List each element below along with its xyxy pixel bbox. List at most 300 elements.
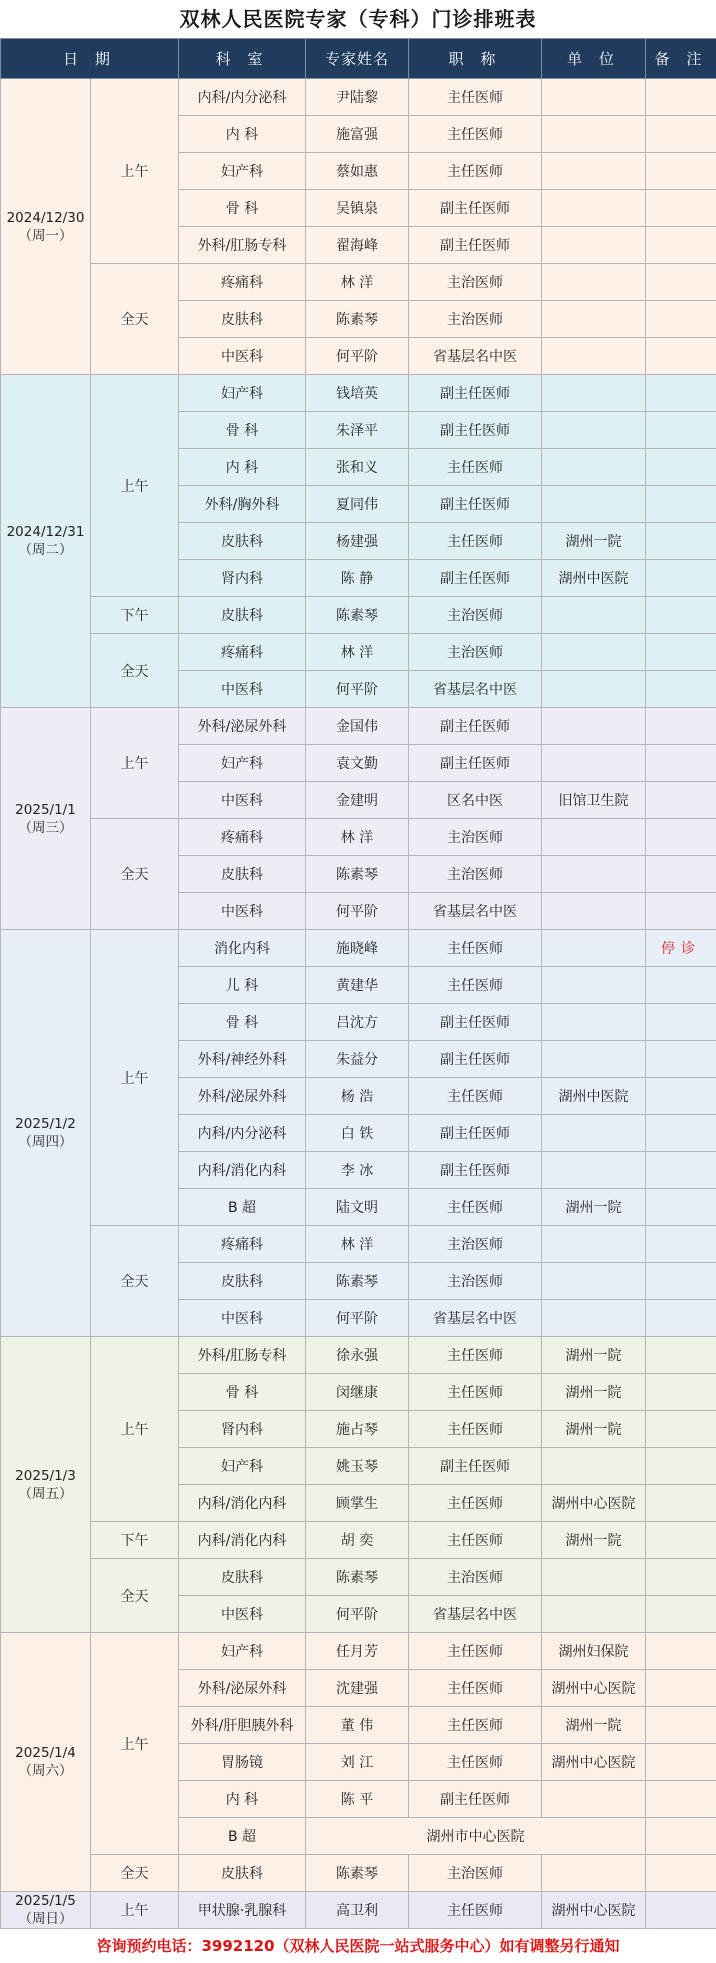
day-group xyxy=(1,1892,716,1929)
unit-cell xyxy=(542,1559,646,1596)
dept-cell: 内科/内分泌科 xyxy=(179,1115,306,1152)
note-cell: 停诊 xyxy=(646,930,716,967)
doctor-name-cell: 陈素琴 xyxy=(306,1559,409,1596)
unit-cell xyxy=(542,1004,646,1041)
doctor-name-cell: 陈素琴 xyxy=(306,597,409,634)
unit-cell xyxy=(542,708,646,745)
title-cell: 主任医师 xyxy=(409,1744,542,1781)
header-note: 备 注 xyxy=(646,39,716,79)
title-cell: 主任医师 xyxy=(409,930,542,967)
note-cell xyxy=(646,708,716,745)
period-cell: 上午 xyxy=(91,930,179,1226)
dept-cell: 骨 科 xyxy=(179,1374,306,1411)
unit-cell xyxy=(542,375,646,412)
note-cell xyxy=(646,523,716,560)
title-cell: 主治医师 xyxy=(409,264,542,301)
doctor-name-cell: 尹陆黎 xyxy=(306,79,409,116)
title-cell: 主任医师 xyxy=(409,153,542,190)
title-cell: 副主任医师 xyxy=(409,745,542,782)
dept-cell: 妇产科 xyxy=(179,1448,306,1485)
unit-cell xyxy=(542,1781,646,1818)
unit-cell xyxy=(542,856,646,893)
title-cell: 主任医师 xyxy=(409,1189,542,1226)
unit-cell: 湖州妇保院 xyxy=(542,1633,646,1670)
doctor-name-cell: 闵继康 xyxy=(306,1374,409,1411)
dept-cell: 中医科 xyxy=(179,1300,306,1337)
note-cell xyxy=(646,1596,716,1633)
day-group xyxy=(1,708,716,930)
dept-cell: 疼痛科 xyxy=(179,1226,306,1263)
title-cell: 主任医师 xyxy=(409,1522,542,1559)
title-cell: 主任医师 xyxy=(409,523,542,560)
table-row xyxy=(1,930,716,967)
period-cell: 上午 xyxy=(91,375,179,597)
note-cell xyxy=(646,819,716,856)
dept-cell: 皮肤科 xyxy=(179,301,306,338)
unit-cell xyxy=(542,819,646,856)
dept-cell: 外科/胸外科 xyxy=(179,486,306,523)
weekday-text: （周二） xyxy=(1,541,90,559)
note-cell xyxy=(646,1300,716,1337)
doctor-name-cell: 杨 浩 xyxy=(306,1078,409,1115)
unit-cell: 湖州中心医院 xyxy=(542,1744,646,1781)
schedule-table xyxy=(0,38,716,1929)
date-text: 2024/12/30 xyxy=(1,209,90,227)
title-cell: 主治医师 xyxy=(409,1559,542,1596)
dept-cell: 皮肤科 xyxy=(179,856,306,893)
weekday-text: （周日） xyxy=(1,1910,90,1928)
doctor-name-cell: 陈素琴 xyxy=(306,301,409,338)
note-cell xyxy=(646,153,716,190)
note-cell xyxy=(646,1078,716,1115)
merged-unit-cell: 湖州市中心医院 xyxy=(306,1818,646,1855)
note-cell xyxy=(646,1411,716,1448)
note-cell xyxy=(646,782,716,819)
table-row xyxy=(1,1522,716,1559)
title-cell: 主任医师 xyxy=(409,116,542,153)
unit-cell xyxy=(542,1226,646,1263)
table-row xyxy=(1,819,716,856)
title-cell: 主治医师 xyxy=(409,1226,542,1263)
dept-cell: 妇产科 xyxy=(179,153,306,190)
dept-cell: 皮肤科 xyxy=(179,597,306,634)
doctor-name-cell: 黄建华 xyxy=(306,967,409,1004)
doctor-name-cell: 李 冰 xyxy=(306,1152,409,1189)
doctor-name-cell: 沈建强 xyxy=(306,1670,409,1707)
unit-cell: 湖州一院 xyxy=(542,1707,646,1744)
dept-cell: 胃肠镜 xyxy=(179,1744,306,1781)
title-cell: 副主任医师 xyxy=(409,412,542,449)
dept-cell: B 超 xyxy=(179,1818,306,1855)
doctor-name-cell: 吴镇泉 xyxy=(306,190,409,227)
note-cell xyxy=(646,1892,716,1929)
note-cell xyxy=(646,227,716,264)
title-cell: 区名中医 xyxy=(409,782,542,819)
date-cell xyxy=(1,708,91,930)
note-cell xyxy=(646,671,716,708)
date-text: 2025/1/1 xyxy=(1,801,90,819)
header-date: 日 期 xyxy=(1,39,179,79)
unit-cell: 湖州中医院 xyxy=(542,1078,646,1115)
period-cell: 全天 xyxy=(91,264,179,375)
date-cell xyxy=(1,930,91,1337)
unit-cell: 湖州一院 xyxy=(542,1337,646,1374)
note-cell xyxy=(646,1374,716,1411)
unit-cell: 湖州中心医院 xyxy=(542,1892,646,1929)
dept-cell: 外科/泌尿外科 xyxy=(179,708,306,745)
day-group xyxy=(1,1337,716,1633)
unit-cell xyxy=(542,153,646,190)
day-group xyxy=(1,375,716,708)
unit-cell xyxy=(542,264,646,301)
table-row xyxy=(1,634,716,671)
doctor-name-cell: 刘 江 xyxy=(306,1744,409,1781)
doctor-name-cell: 徐永强 xyxy=(306,1337,409,1374)
doctor-name-cell: 朱泽平 xyxy=(306,412,409,449)
doctor-name-cell: 施晓峰 xyxy=(306,930,409,967)
note-cell xyxy=(646,1707,716,1744)
page-title: 双林人民医院专家（专科）门诊排班表 xyxy=(0,0,716,38)
doctor-name-cell: 朱益分 xyxy=(306,1041,409,1078)
doctor-name-cell: 夏同伟 xyxy=(306,486,409,523)
dept-cell: 外科/泌尿外科 xyxy=(179,1078,306,1115)
doctor-name-cell: 何平阶 xyxy=(306,338,409,375)
doctor-name-cell: 陈 平 xyxy=(306,1781,409,1818)
period-cell: 上午 xyxy=(91,1337,179,1522)
title-cell: 副主任医师 xyxy=(409,1041,542,1078)
header-name: 专家姓名 xyxy=(306,39,409,79)
unit-cell xyxy=(542,79,646,116)
note-cell xyxy=(646,1263,716,1300)
doctor-name-cell: 何平阶 xyxy=(306,1300,409,1337)
dept-cell: 疼痛科 xyxy=(179,264,306,301)
unit-cell xyxy=(542,1596,646,1633)
title-cell: 主治医师 xyxy=(409,301,542,338)
dept-cell: 儿 科 xyxy=(179,967,306,1004)
unit-cell xyxy=(542,967,646,1004)
period-cell: 全天 xyxy=(91,1559,179,1633)
title-cell: 副主任医师 xyxy=(409,486,542,523)
period-cell: 下午 xyxy=(91,597,179,634)
weekday-text: （周三） xyxy=(1,819,90,837)
dept-cell: 骨 科 xyxy=(179,190,306,227)
title-cell: 副主任医师 xyxy=(409,560,542,597)
doctor-name-cell: 金国伟 xyxy=(306,708,409,745)
table-row xyxy=(1,1855,716,1892)
table-row xyxy=(1,708,716,745)
unit-cell: 湖州一院 xyxy=(542,523,646,560)
title-cell: 主任医师 xyxy=(409,79,542,116)
note-cell xyxy=(646,1559,716,1596)
title-cell: 副主任医师 xyxy=(409,1152,542,1189)
note-cell xyxy=(646,1781,716,1818)
unit-cell xyxy=(542,634,646,671)
note-cell xyxy=(646,486,716,523)
title-cell: 主治医师 xyxy=(409,1263,542,1300)
doctor-name-cell: 施占琴 xyxy=(306,1411,409,1448)
table-row xyxy=(1,1559,716,1596)
dept-cell: 妇产科 xyxy=(179,745,306,782)
doctor-name-cell: 姚玉琴 xyxy=(306,1448,409,1485)
title-cell: 主任医师 xyxy=(409,1670,542,1707)
table-row xyxy=(1,1226,716,1263)
unit-cell xyxy=(542,449,646,486)
date-text: 2024/12/31 xyxy=(1,523,90,541)
unit-cell xyxy=(542,930,646,967)
note-cell xyxy=(646,412,716,449)
note-cell xyxy=(646,634,716,671)
day-group xyxy=(1,930,716,1337)
note-cell xyxy=(646,560,716,597)
table-row xyxy=(1,79,716,116)
date-text: 2025/1/2 xyxy=(1,1115,90,1133)
date-text: 2025/1/4 xyxy=(1,1744,90,1762)
unit-cell: 湖州一院 xyxy=(542,1411,646,1448)
title-cell: 主任医师 xyxy=(409,1485,542,1522)
unit-cell: 旧馆卫生院 xyxy=(542,782,646,819)
dept-cell: 内 科 xyxy=(179,1781,306,1818)
unit-cell: 湖州中医院 xyxy=(542,560,646,597)
note-cell xyxy=(646,1448,716,1485)
dept-cell: 肾内科 xyxy=(179,560,306,597)
unit-cell: 湖州一院 xyxy=(542,1189,646,1226)
dept-cell: 内 科 xyxy=(179,116,306,153)
date-cell xyxy=(1,375,91,708)
note-cell xyxy=(646,1633,716,1670)
period-cell: 下午 xyxy=(91,1522,179,1559)
title-cell: 主任医师 xyxy=(409,1078,542,1115)
doctor-name-cell: 陈素琴 xyxy=(306,856,409,893)
date-cell xyxy=(1,1337,91,1633)
table-row xyxy=(1,1337,716,1374)
note-cell xyxy=(646,1041,716,1078)
doctor-name-cell: 何平阶 xyxy=(306,893,409,930)
title-cell: 副主任医师 xyxy=(409,1448,542,1485)
unit-cell: 湖州中心医院 xyxy=(542,1485,646,1522)
table-row xyxy=(1,1633,716,1670)
period-cell: 上午 xyxy=(91,708,179,819)
period-cell: 上午 xyxy=(91,1633,179,1855)
note-cell xyxy=(646,1522,716,1559)
note-cell xyxy=(646,1337,716,1374)
title-cell: 省基层名中医 xyxy=(409,1300,542,1337)
title-cell: 省基层名中医 xyxy=(409,671,542,708)
dept-cell: 肾内科 xyxy=(179,1411,306,1448)
note-cell xyxy=(646,597,716,634)
title-cell: 主治医师 xyxy=(409,597,542,634)
note-cell xyxy=(646,116,716,153)
unit-cell xyxy=(542,893,646,930)
unit-cell xyxy=(542,338,646,375)
doctor-name-cell: 林 洋 xyxy=(306,264,409,301)
unit-cell xyxy=(542,116,646,153)
title-cell: 副主任医师 xyxy=(409,1004,542,1041)
unit-cell xyxy=(542,1263,646,1300)
title-cell: 主任医师 xyxy=(409,1707,542,1744)
unit-cell xyxy=(542,1300,646,1337)
dept-cell: 内科/消化内科 xyxy=(179,1485,306,1522)
unit-cell xyxy=(542,1855,646,1892)
title-cell: 主治医师 xyxy=(409,634,542,671)
day-group xyxy=(1,1633,716,1892)
title-cell: 主治医师 xyxy=(409,819,542,856)
day-group xyxy=(1,79,716,375)
note-cell xyxy=(646,856,716,893)
period-cell: 全天 xyxy=(91,1226,179,1337)
doctor-name-cell: 陈 静 xyxy=(306,560,409,597)
weekday-text: （周四） xyxy=(1,1133,90,1151)
header-row xyxy=(1,39,716,79)
doctor-name-cell: 何平阶 xyxy=(306,671,409,708)
date-text: 2025/1/3 xyxy=(1,1467,90,1485)
dept-cell: 皮肤科 xyxy=(179,1263,306,1300)
note-cell xyxy=(646,1115,716,1152)
dept-cell: 内科/消化内科 xyxy=(179,1522,306,1559)
weekday-text: （周一） xyxy=(1,227,90,245)
doctor-name-cell: 金建明 xyxy=(306,782,409,819)
dept-cell: 疼痛科 xyxy=(179,819,306,856)
dept-cell: 中医科 xyxy=(179,338,306,375)
dept-cell: 骨 科 xyxy=(179,1004,306,1041)
doctor-name-cell: 胡 奕 xyxy=(306,1522,409,1559)
dept-cell: 内科/内分泌科 xyxy=(179,79,306,116)
title-cell: 主任医师 xyxy=(409,1411,542,1448)
doctor-name-cell: 翟海峰 xyxy=(306,227,409,264)
date-text: 2025/1/5 xyxy=(1,1892,90,1910)
dept-cell: 中医科 xyxy=(179,893,306,930)
dept-cell: 疼痛科 xyxy=(179,634,306,671)
period-cell: 全天 xyxy=(91,1855,179,1892)
note-cell xyxy=(646,1226,716,1263)
unit-cell xyxy=(542,412,646,449)
note-cell xyxy=(646,375,716,412)
dept-cell: 外科/肝胆胰外科 xyxy=(179,1707,306,1744)
title-cell: 省基层名中医 xyxy=(409,338,542,375)
header-dept: 科 室 xyxy=(179,39,306,79)
doctor-name-cell: 施富强 xyxy=(306,116,409,153)
unit-cell xyxy=(542,190,646,227)
unit-cell xyxy=(542,301,646,338)
dept-cell: 外科/肛肠专科 xyxy=(179,227,306,264)
dept-cell: 皮肤科 xyxy=(179,1559,306,1596)
doctor-name-cell: 陈素琴 xyxy=(306,1263,409,1300)
doctor-name-cell: 白 铁 xyxy=(306,1115,409,1152)
header-title: 职 称 xyxy=(409,39,542,79)
doctor-name-cell: 杨建强 xyxy=(306,523,409,560)
note-cell xyxy=(646,1670,716,1707)
doctor-name-cell: 陆文明 xyxy=(306,1189,409,1226)
title-cell: 副主任医师 xyxy=(409,190,542,227)
dept-cell: 妇产科 xyxy=(179,375,306,412)
doctor-name-cell: 吕沈方 xyxy=(306,1004,409,1041)
period-cell: 全天 xyxy=(91,634,179,708)
dept-cell: 外科/泌尿外科 xyxy=(179,1670,306,1707)
unit-cell xyxy=(542,745,646,782)
date-cell xyxy=(1,1633,91,1892)
note-cell xyxy=(646,745,716,782)
note-cell xyxy=(646,1855,716,1892)
note-cell xyxy=(646,190,716,227)
doctor-name-cell: 钱培英 xyxy=(306,375,409,412)
unit-cell: 湖州一院 xyxy=(542,1522,646,1559)
table-row xyxy=(1,375,716,412)
doctor-name-cell: 袁文勤 xyxy=(306,745,409,782)
period-cell: 上午 xyxy=(91,79,179,264)
dept-cell: 内科/消化内科 xyxy=(179,1152,306,1189)
unit-cell: 湖州一院 xyxy=(542,1374,646,1411)
note-cell xyxy=(646,1004,716,1041)
title-cell: 主任医师 xyxy=(409,1374,542,1411)
doctor-name-cell: 林 洋 xyxy=(306,1226,409,1263)
dept-cell: 皮肤科 xyxy=(179,523,306,560)
unit-cell xyxy=(542,597,646,634)
title-cell: 副主任医师 xyxy=(409,1115,542,1152)
doctor-name-cell: 蔡如惠 xyxy=(306,153,409,190)
unit-cell xyxy=(542,671,646,708)
dept-cell: 外科/肛肠专科 xyxy=(179,1337,306,1374)
title-cell: 副主任医师 xyxy=(409,708,542,745)
doctor-name-cell: 任月芳 xyxy=(306,1633,409,1670)
date-cell xyxy=(1,1892,91,1929)
dept-cell: 中医科 xyxy=(179,782,306,819)
doctor-name-cell: 何平阶 xyxy=(306,1596,409,1633)
date-cell xyxy=(1,79,91,375)
title-cell: 副主任医师 xyxy=(409,1781,542,1818)
weekday-text: （周六） xyxy=(1,1762,90,1780)
title-cell: 省基层名中医 xyxy=(409,1596,542,1633)
dept-cell: 皮肤科 xyxy=(179,1855,306,1892)
doctor-name-cell: 张和义 xyxy=(306,449,409,486)
note-cell xyxy=(646,1152,716,1189)
title-cell: 主治医师 xyxy=(409,856,542,893)
table-row xyxy=(1,264,716,301)
title-cell: 主任医师 xyxy=(409,449,542,486)
note-cell xyxy=(646,449,716,486)
unit-cell xyxy=(542,1448,646,1485)
title-cell: 主任医师 xyxy=(409,1633,542,1670)
doctor-name-cell: 陈素琴 xyxy=(306,1855,409,1892)
unit-cell xyxy=(542,486,646,523)
dept-cell: 妇产科 xyxy=(179,1633,306,1670)
unit-cell xyxy=(542,1115,646,1152)
note-cell xyxy=(646,301,716,338)
note-cell xyxy=(646,1485,716,1522)
unit-cell xyxy=(542,1152,646,1189)
unit-cell xyxy=(542,227,646,264)
note-cell xyxy=(646,1818,716,1855)
dept-cell: 外科/神经外科 xyxy=(179,1041,306,1078)
dept-cell: 中医科 xyxy=(179,1596,306,1633)
doctor-name-cell: 顾掌生 xyxy=(306,1485,409,1522)
note-cell xyxy=(646,967,716,1004)
note-cell xyxy=(646,338,716,375)
doctor-name-cell: 高卫利 xyxy=(306,1892,409,1929)
header-unit: 单 位 xyxy=(542,39,646,79)
dept-cell: 内 科 xyxy=(179,449,306,486)
title-cell: 副主任医师 xyxy=(409,227,542,264)
note-cell xyxy=(646,1744,716,1781)
period-cell: 全天 xyxy=(91,819,179,930)
doctor-name-cell: 董 伟 xyxy=(306,1707,409,1744)
note-cell xyxy=(646,264,716,301)
doctor-name-cell: 林 洋 xyxy=(306,819,409,856)
title-cell: 主治医师 xyxy=(409,1855,542,1892)
title-cell: 副主任医师 xyxy=(409,375,542,412)
unit-cell xyxy=(542,1041,646,1078)
dept-cell: 骨 科 xyxy=(179,412,306,449)
table-row xyxy=(1,597,716,634)
dept-cell: B 超 xyxy=(179,1189,306,1226)
